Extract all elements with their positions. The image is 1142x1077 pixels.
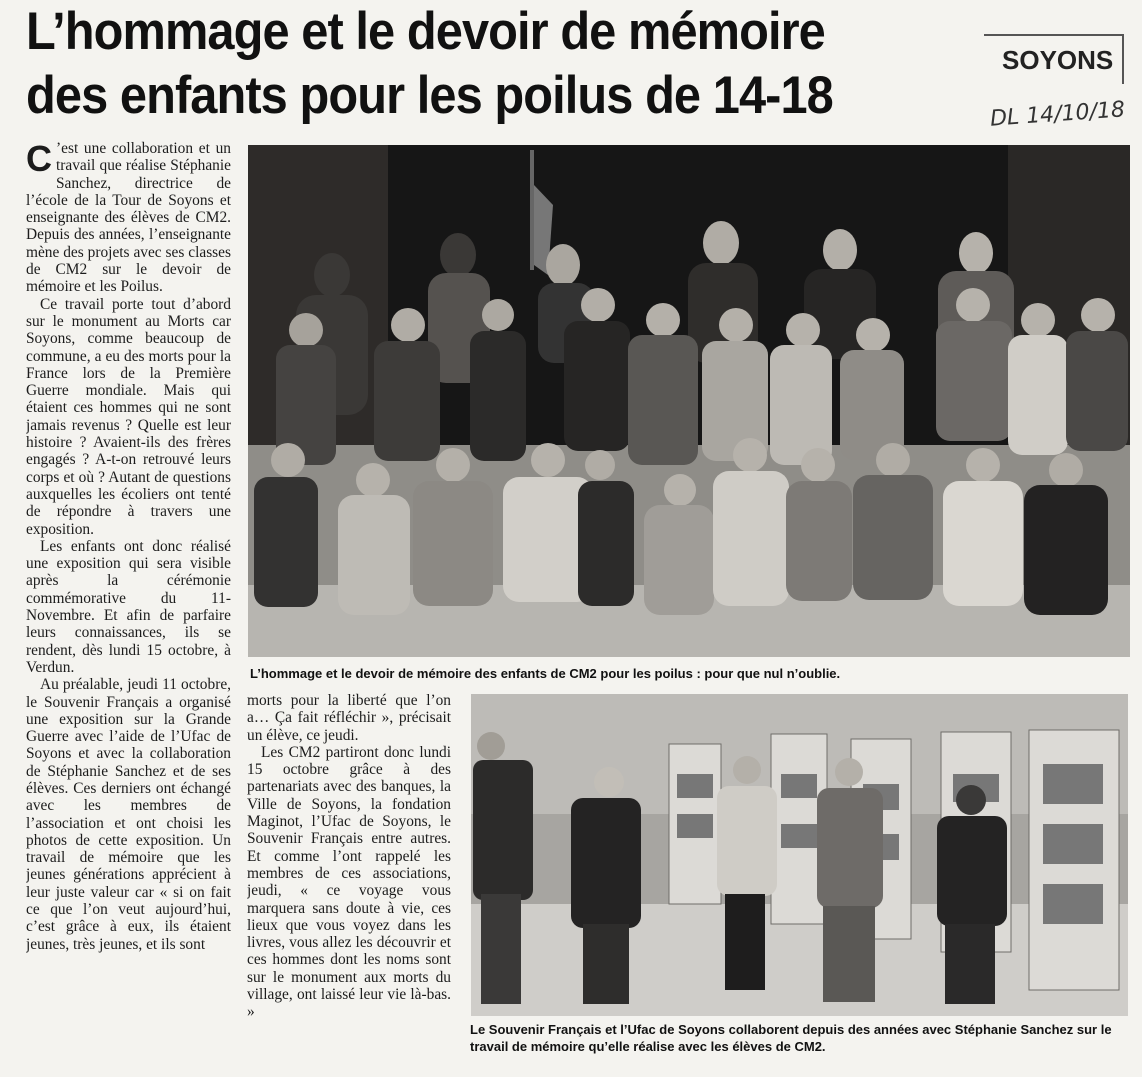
headline-line-1: L’hommage et le devoir de mémoire [26,2,825,61]
exhibition-photo [471,694,1128,1016]
paragraph: Les CM2 partiront donc lundi 15 octobre grâce à des partenariats avec des banques, la Ville de Soyons, la fondation Maginot, l’Ufac de Soyons, le Souvenir Français entre autres. Et comme l’ont rappelé les membres de ces associations, jeudi, « ce voyage vous marquera sans doute à vie, ces lieux que vous voyez dans les livres, vous allez les découvrir et ces hommes dont les noms sont sur le monument aux morts du village, ont laissé leur vie là-bas. » [247,743,451,1021]
section-rubric: SOYONS [984,34,1124,84]
paragraph: Au préalable, jeudi 11 octobre, le Souvenir Français a organisé une exposition sur la Grande Guerre avec l’aide de l’Ufac de Soyons et avec la collaboration de Stéphanie Sanchez et de ses élèves. Ces derniers ont échangé avec les membres de l’association et ont choisi les photos de cette exposition. Un travail de mémoire que les jeunes générations apprécient à leur juste valeur car « si on fait ce que l’on veut aujourd’hui, c’est grâce à eux, ils étaient jeunes, très jeunes, et ils sont [26,676,231,953]
paragraph: Ce travail porte tout d’abord sur le monument au Morts car Soyons, comme beaucoup de commune, a eu des morts pour la France lors de la Première Guerre mondiale. Mais qui étaient ces hommes qui ne sont jamais revenus ? Quelle est leur histoire ? Avaient-ils des frères engagés ? A-t-on retrouvé leurs corps et où ? Autant de questions auxquelles les écoliers ont tenté de répondre à travers une exposition. [26,295,231,538]
headline [26,0,891,128]
paragraph: Les enfants ont donc réalisé une exposition qui sera visible après la cérémonie commémorative du 11-Novembre. Et afin de parfaire leurs connaissances, ils se rendent, dès lundi 15 octobre, à Verdun. [26,537,231,676]
drop-cap: C [26,140,52,179]
photo-caption-1: L’hommage et le devoir de mémoire des enfants de CM2 pour les poilus : pour que nul n’oublie. [250,666,841,681]
class-group-photo [248,145,1130,657]
text-column-2 [247,692,451,1055]
text-column-1 [26,140,231,1055]
paragraph: C ’est une collaboration et un travail que réalise Stéphanie Sanchez, directrice de l’école de la Tour de Soyons et enseignante des élèves de CM2. Depuis des années, l’enseignante mène des projets avec ses classes de CM2 sur le devoir de mémoire et les Poilus. [26,140,231,296]
handwritten-note: DL 14/10/18 [989,97,1126,132]
photo-caption-2: Le Souvenir Français et l’Ufac de Soyons collaborent depuis des années avec Stéphanie Sanchez sur le travail de mémoire qu’elle réalise avec les élèves de CM2. [470,1022,1112,1054]
paragraph: morts pour la liberté que l’on a… Ça fait réfléchir », précisait un élève, ce jeudi. [247,692,451,744]
headline-line-2: des enfants pour les poilus de 14-18 [26,66,833,125]
